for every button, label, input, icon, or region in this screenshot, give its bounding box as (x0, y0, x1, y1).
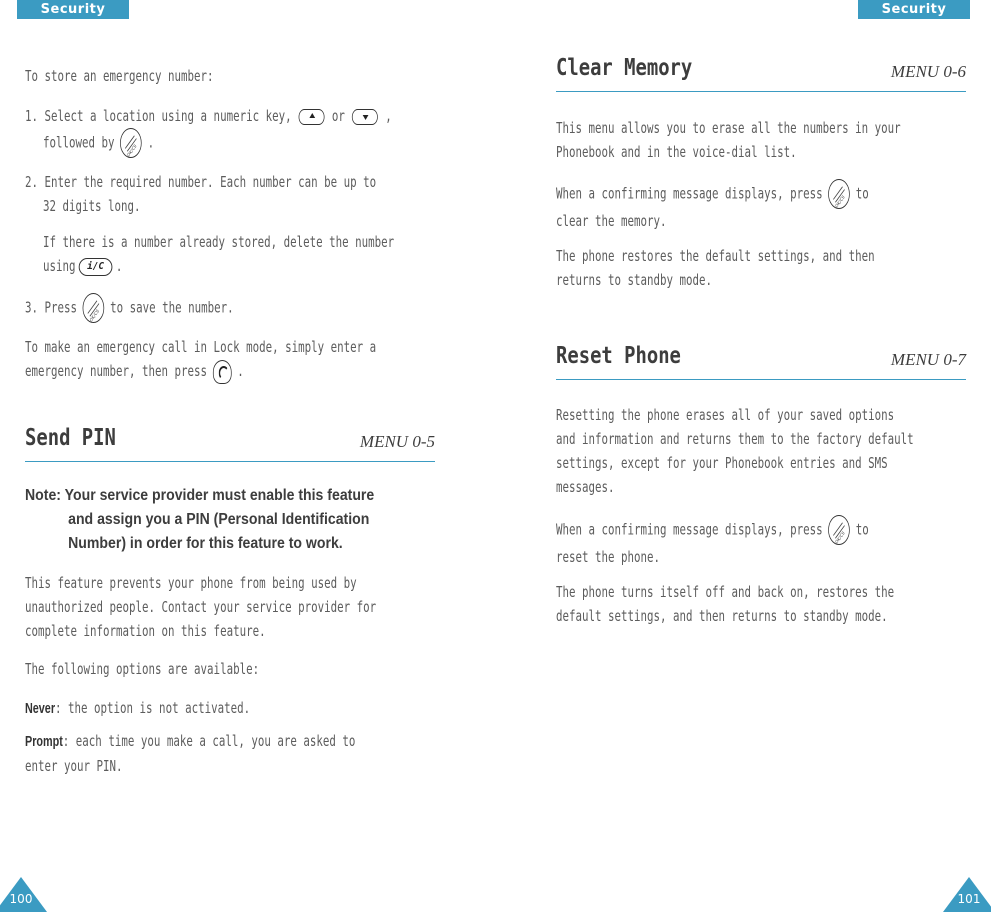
down-key-icon (352, 109, 378, 125)
lock-mode-text: To make an emergency call in Lock mode, simply enter a emergency number, then press . (25, 335, 376, 384)
step-2: 2. Enter the required number. Each number can be up to 32 digits long. (25, 173, 377, 215)
clear-memory-rule (556, 91, 966, 92)
up-key-icon (299, 109, 325, 125)
send-pin-description: This feature prevents your phone from being used by unauthorized people. Contact your service provider for complete information on this feature. (25, 574, 377, 640)
reset-phone-confirm: When a confirming message displays, press OK/CS to reset the phone. (556, 515, 869, 569)
clear-memory-restore: The phone restores the default settings, and then returns to standby mode. (556, 247, 875, 289)
clear-memory-description: This menu allows you to erase all the numbers in your Phonebook and in the voice-dial list. (556, 119, 901, 161)
step-3: 3. Press OK/CS to save the number. (25, 293, 234, 323)
ok-key-icon: OK/CS (828, 179, 850, 209)
send-key-icon (213, 360, 232, 384)
option-never: Never: the option is not activated. (25, 699, 251, 717)
ok-key-icon: OK/CS (828, 515, 850, 545)
reset-phone-restore: The phone turns itself off and back on, restores the default settings, and then returns to standby mode. (556, 583, 895, 625)
send-pin-heading: Send PIN (25, 425, 116, 451)
reset-phone-description: Resetting the phone erases all of your saved options and information and returns them to the factory default settings, except for your Phonebook entries and SMS messages. (556, 406, 914, 496)
reset-phone-menu-ref: MENU 0-7 (890, 350, 966, 369)
reset-phone-rule (556, 379, 966, 380)
page-number-right: 101 (957, 892, 981, 906)
section-tab-right: Security (858, 0, 970, 19)
clear-memory-heading: Clear Memory (556, 55, 693, 81)
option-prompt: Prompt: each time you make a call, you are asked to enter your PIN. (25, 732, 356, 775)
section-tab-left: Security (17, 0, 129, 19)
options-intro: The following options are available: (25, 660, 260, 678)
ok-key-icon: OK/CS (83, 293, 105, 323)
send-pin-menu-ref: MENU 0-5 (359, 432, 435, 451)
clear-memory-menu-ref: MENU 0-6 (890, 62, 966, 81)
send-pin-rule (25, 461, 435, 462)
clear-memory-confirm: When a confirming message displays, press OK/CS to clear the memory. (556, 179, 869, 233)
page-number-left: 100 (9, 892, 33, 906)
intro-text: To store an emergency number: (25, 67, 214, 85)
send-pin-note: Note: Your service provider must enable this feature and assign you a PIN (Personal Identification Number) in order for this feature to work. (25, 487, 375, 552)
reset-phone-heading: Reset Phone (556, 343, 681, 369)
step-2-note: If there is a number already stored, delete the number using i/C . (43, 233, 395, 275)
clear-key-icon: i/C (79, 258, 113, 276)
ok-key-icon: OK/CS (120, 128, 142, 158)
step-1: 1. Select a location using a numeric key, or , followed by OK/CS . (25, 107, 392, 159)
